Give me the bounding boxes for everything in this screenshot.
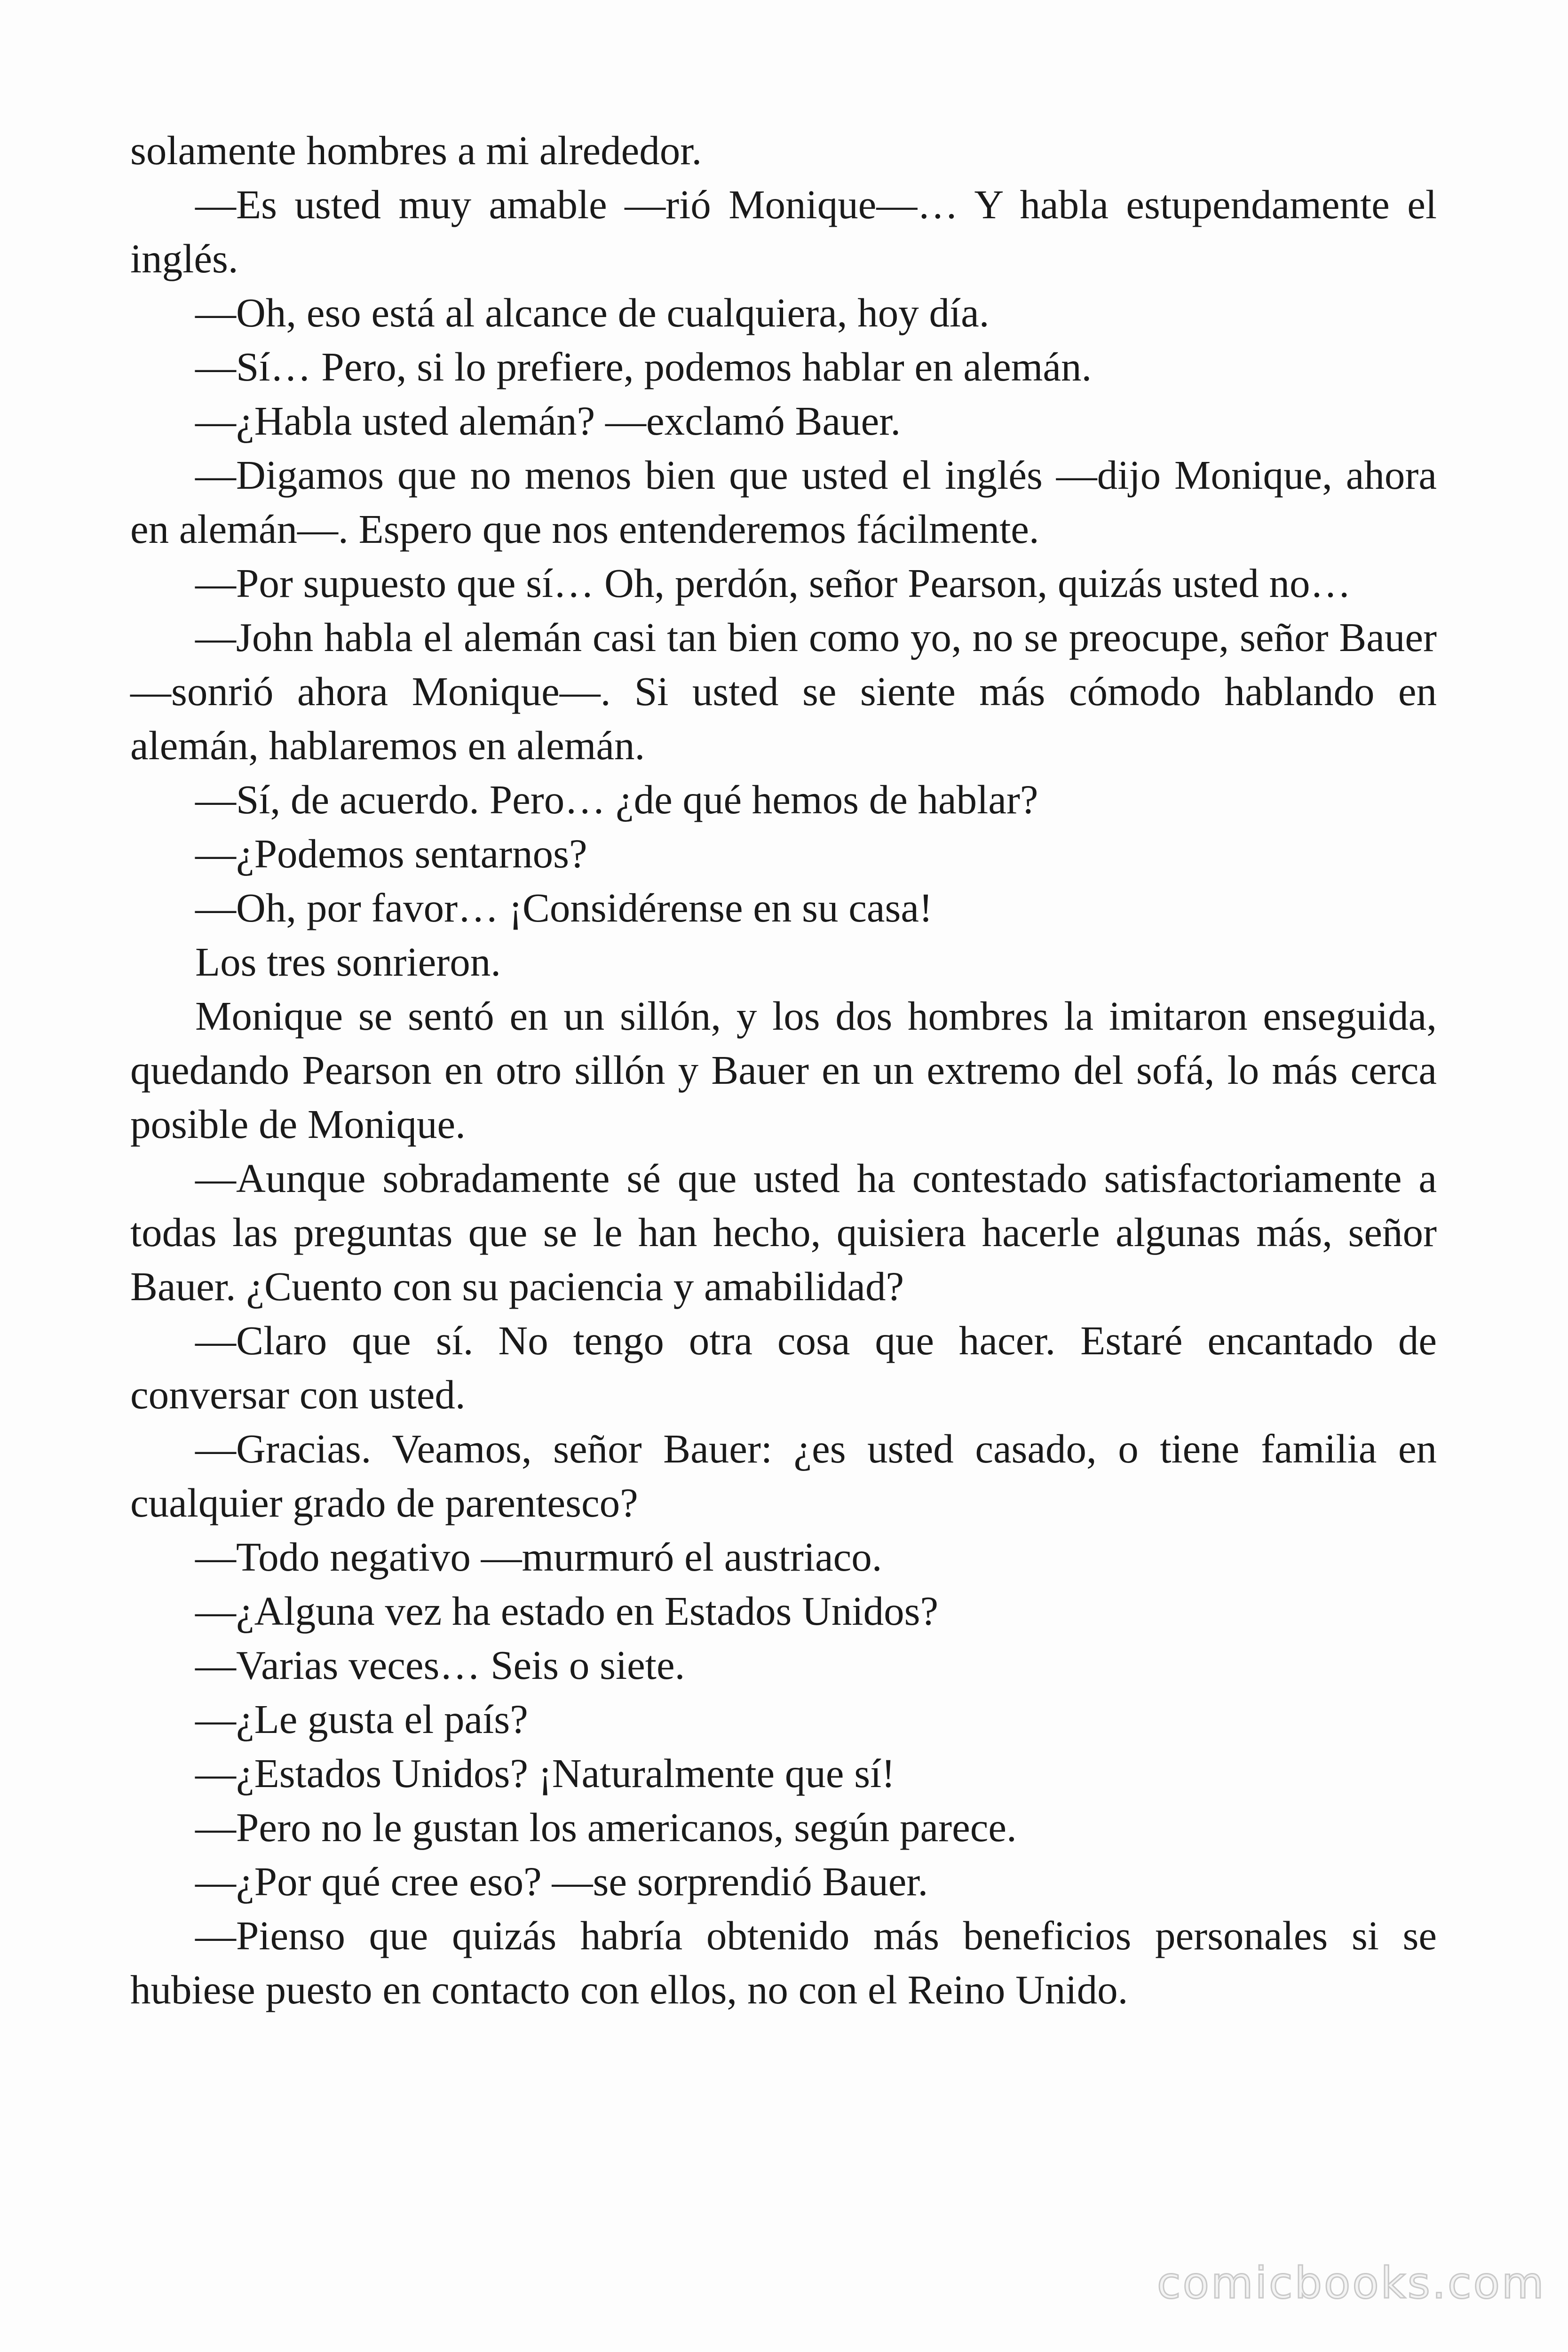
- paragraph: —¿Podemos sentarnos?: [195, 831, 587, 876]
- paragraph: —¿Le gusta el país?: [195, 1696, 528, 1742]
- paragraph: —John habla el alemán casi tan bien como yo, no se preocupe, señor Bauer —sonrió ahora Monique—. Si usted se siente más cómodo hablando en alemán, hablaremos en alemán.: [130, 614, 1437, 768]
- paragraph: —Aunque sobradamente sé que usted ha contestado satisfactoriamente a todas las preguntas que se le han hecho, quisiera hacerle algunas más, señor Bauer. ¿Cuento con su paciencia y amabilidad?: [130, 1155, 1437, 1309]
- paragraph: —Sí, de acuerdo. Pero… ¿de qué hemos de hablar?: [195, 777, 1038, 822]
- paragraph: —Oh, por favor… ¡Considérense en su casa!: [195, 885, 933, 930]
- paragraph: —¿Por qué cree eso? —se sorprendió Bauer.: [195, 1859, 928, 1904]
- paragraph: —Por supuesto que sí… Oh, perdón, señor Pearson, quizás usted no…: [195, 560, 1351, 606]
- watermark: comicbooks.com: [1157, 2258, 1546, 2308]
- paragraph: —Sí… Pero, si lo prefiere, podemos hablar en alemán.: [195, 344, 1092, 389]
- paragraph: —Digamos que no menos bien que usted el inglés —dijo Monique, ahora en alemán—. Espero que nos entenderemos fácilmente.: [130, 452, 1437, 552]
- paragraph: Los tres sonrieron.: [195, 939, 501, 985]
- paragraph: —Oh, eso está al alcance de cualquiera, hoy día.: [195, 290, 990, 335]
- paragraph: Monique se sentó en un sillón, y los dos hombres la imitaron enseguida, quedando Pearson en otro sillón y Bauer en un extremo del sofá, lo más cerca posible de Monique.: [130, 993, 1437, 1147]
- paragraph: —Pienso que quizás habría obtenido más beneficios personales si se hubiese puesto en contacto con ellos, no con el Reino Unido.: [130, 1913, 1437, 2012]
- paragraph: —Gracias. Veamos, señor Bauer: ¿es usted casado, o tiene familia en cualquier grado de parentesco?: [130, 1426, 1437, 1526]
- paragraph: —Claro que sí. No tengo otra cosa que hacer. Estaré encantado de conversar con usted.: [130, 1318, 1437, 1417]
- paragraph: —Pero no le gustan los americanos, según parece.: [195, 1804, 1017, 1850]
- paragraph-continuation: solamente hombres a mi alrededor.: [130, 127, 702, 173]
- paragraph: —¿Estados Unidos? ¡Naturalmente que sí!: [195, 1750, 895, 1796]
- paragraph: —Es usted muy amable —rió Monique—… Y habla estupendamente el inglés.: [130, 182, 1437, 281]
- paragraph: —Todo negativo —murmuró el austriaco.: [195, 1534, 882, 1580]
- paragraph: —¿Habla usted alemán? —exclamó Bauer.: [195, 398, 901, 444]
- paragraph: —Varias veces… Seis o siete.: [195, 1642, 685, 1688]
- page-body: [130, 123, 1437, 2017]
- paragraph: —¿Alguna vez ha estado en Estados Unidos?: [195, 1588, 939, 1634]
